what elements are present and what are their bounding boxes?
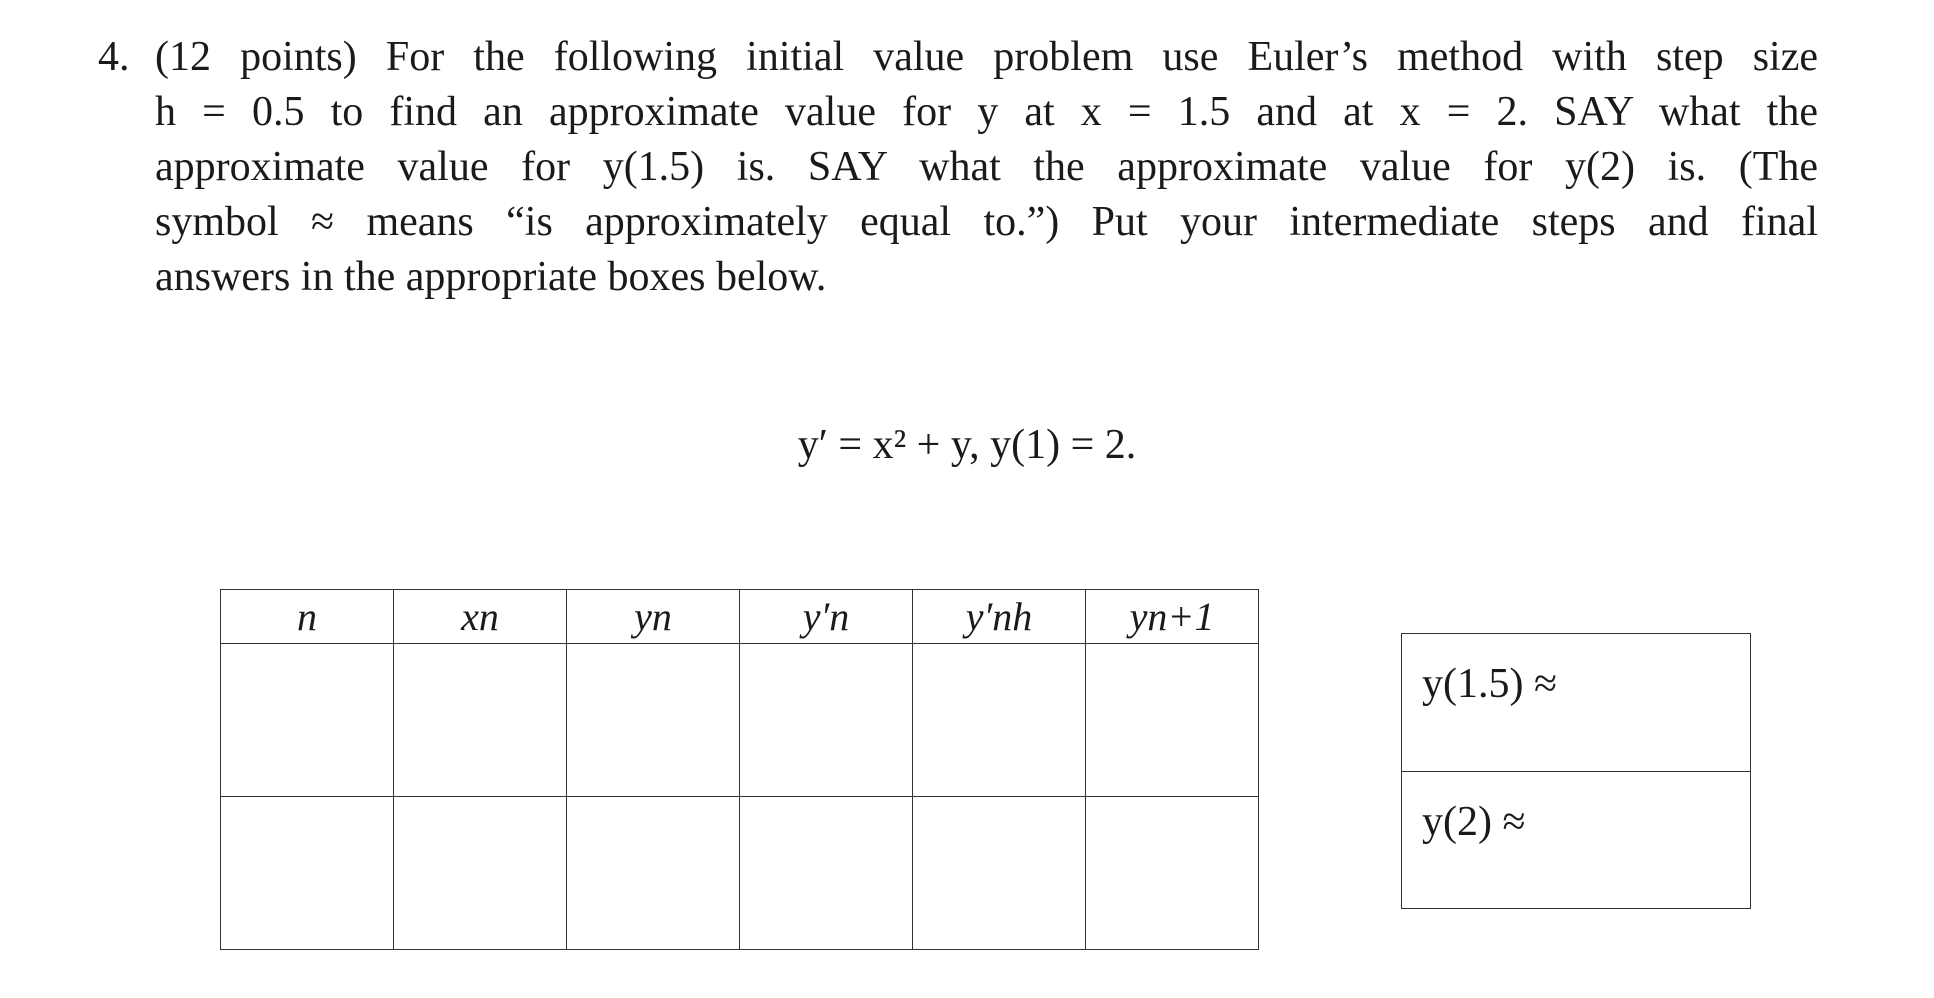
table-row [221, 797, 1259, 950]
answer-label-y-1-5: y(1.5) ≈ [1422, 661, 1558, 707]
header-yn-prime-h: y′nh [913, 590, 1086, 644]
differential-equation: y′ = x² + y, y(1) = 2. [797, 422, 1137, 468]
table-cell[interactable] [913, 644, 1086, 797]
euler-steps-table [220, 589, 1259, 950]
problem-line-5: answers in the appropriate boxes below. [155, 254, 827, 300]
header-yn: yn [567, 590, 740, 644]
table-cell[interactable] [394, 797, 567, 950]
table-cell[interactable] [394, 644, 567, 797]
header-yn-plus-1: yn+1 [1086, 590, 1259, 644]
header-xn: xn [394, 590, 567, 644]
table-cell[interactable] [1086, 644, 1259, 797]
problem-statement [98, 30, 1818, 305]
table-cell[interactable] [567, 644, 740, 797]
table-cell[interactable] [221, 644, 394, 797]
problem-line-3: approximate value for y(1.5) is. SAY what the approximate value for y(2) is. (The [155, 144, 1818, 190]
answer-label-y-2: y(2) ≈ [1422, 799, 1526, 845]
table-cell[interactable] [567, 797, 740, 950]
table-cell[interactable] [913, 797, 1086, 950]
header-yn-prime: y′n [740, 590, 913, 644]
table-row [221, 644, 1259, 797]
table-cell[interactable] [740, 644, 913, 797]
table-cell[interactable] [740, 797, 913, 950]
problem-line-4: symbol ≈ means “is approximately equal to.”) Put your intermediate steps and final [155, 199, 1818, 245]
answer-boxes [1401, 633, 1751, 909]
problem-line-2: h = 0.5 to find an approximate value for y at x = 1.5 and at x = 2. SAY what the [155, 89, 1818, 135]
table-header-row [221, 590, 1259, 644]
problem-line-1: (12 points) For the following initial value problem use Euler’s method with step size [155, 34, 1818, 80]
answer-box-y-1-5[interactable] [1402, 634, 1750, 771]
header-n: n [221, 590, 394, 644]
table-cell[interactable] [1086, 797, 1259, 950]
answer-box-y-2[interactable] [1402, 771, 1750, 908]
problem-number: 4. [98, 34, 130, 80]
table-cell[interactable] [221, 797, 394, 950]
